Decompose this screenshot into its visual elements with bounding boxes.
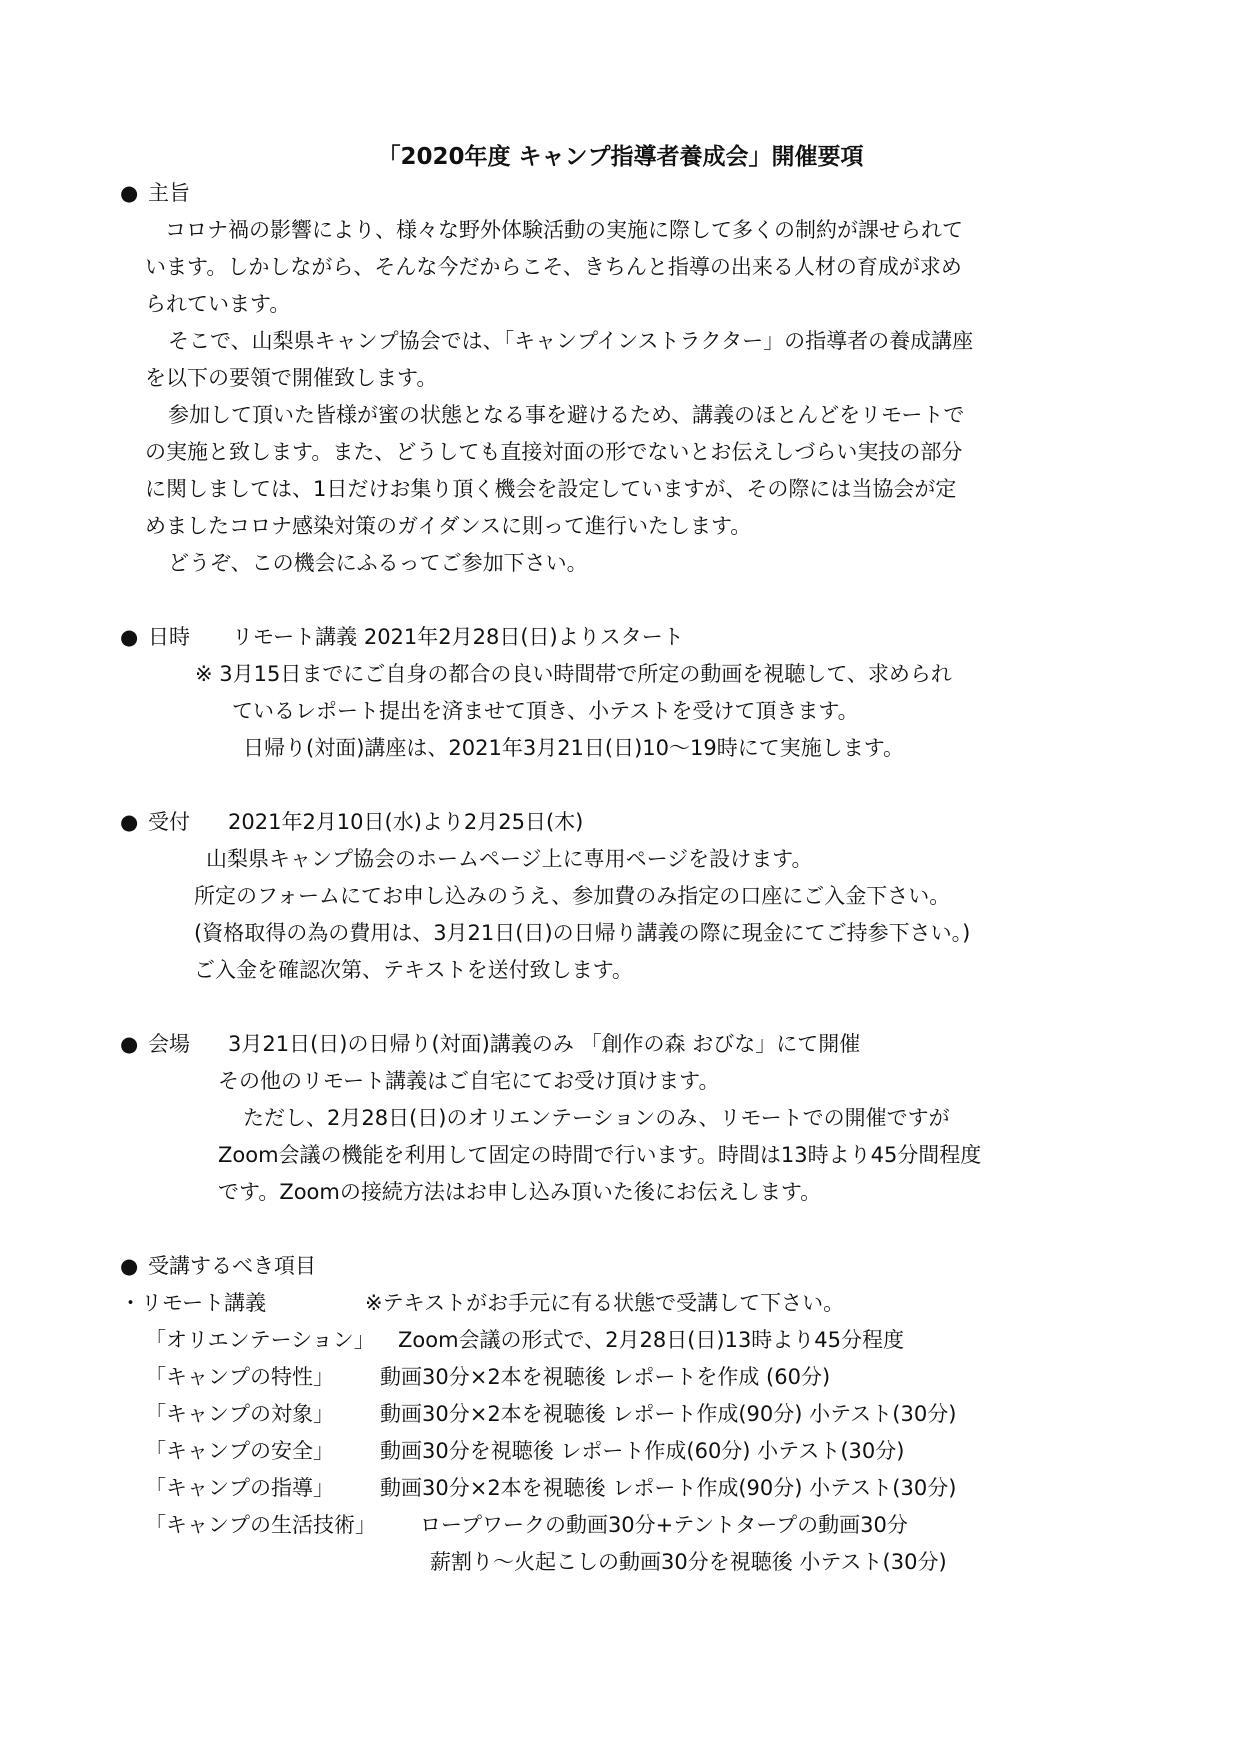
purpose-line: に関しましては、1日だけお集り頂く機会を設定していますが、その際には当協会が定 <box>145 477 957 501</box>
purpose-line: られています。 <box>145 292 291 316</box>
purpose-line: を以下の要領で開催致します。 <box>145 366 438 390</box>
venue-line: Zoom会議の機能を利用して固定の時間で行います。時間は13時より45分間程度 <box>218 1143 982 1167</box>
course-item-detail: 動画30分×2本を視聴後 レポート作成(90分) 小テスト(30分) <box>380 1476 957 1500</box>
reception-line: 山梨県キャンプ協会のホームページ上に専用ページを設けます。 <box>206 847 813 871</box>
section-purpose-heading: ● 主旨 <box>120 175 190 212</box>
course-item-detail-continued: 薪割り〜火起こしの動画30分を視聴後 小テスト(30分) <box>430 1550 947 1574</box>
purpose-line: めましたコロナ感染対策のガイダンスに則って進行いたします。 <box>145 514 752 538</box>
document-title: 「2020年度 キャンプ指導者養成会」開催要項 <box>377 144 864 170</box>
course-item-detail: 動画30分×2本を視聴後 レポート作成(90分) 小テスト(30分) <box>380 1402 957 1426</box>
purpose-line: 参加して頂いた皆様が蜜の状態となる事を避けるため、講義のほとんどをリモートで <box>168 403 965 427</box>
section-venue-heading: ● 会場 <box>120 1026 190 1063</box>
reception-line: 所定のフォームにてお申し込みのうえ、参加費のみ指定の口座にご入金下さい。 <box>194 884 951 908</box>
venue-line: その他のリモート講義はご自宅にてお受け頂けます。 <box>218 1069 720 1093</box>
course-item-detail: ロープワークの動画30分+テントタープの動画30分 <box>420 1513 908 1537</box>
course-item-detail: 動画30分を視聴後 レポート作成(60分) 小テスト(30分) <box>380 1439 905 1463</box>
purpose-line: の実施と致します。また、どうしても直接対面の形でないとお伝えしづらい実技の部分 <box>145 440 963 464</box>
course-item-name: 「キャンプの生活技術」 <box>145 1513 376 1537</box>
course-item-detail: Zoom会議の形式で、2月28日(日)13時より45分程度 <box>398 1328 905 1352</box>
datetime-note-line: ※ 3月15日までにご自身の都合の良い時間帯で所定の動画を視聴して、求められ <box>195 662 952 686</box>
venue-value: 3月21日(日)の日帰り(対面)講義のみ 「創作の森 おびな」にて開催 <box>228 1032 861 1056</box>
purpose-line: どうぞ、この機会にふるってご参加下さい。 <box>168 551 588 575</box>
section-datetime-heading: ● 日時 <box>120 619 190 656</box>
course-item-detail: 動画30分×2本を視聴後 レポートを作成 (60分) <box>380 1365 831 1389</box>
bullet-icon: ● <box>120 810 139 834</box>
bullet-icon: ● <box>120 1032 139 1056</box>
remote-lecture-note: ※テキストがお手元に有る状態で受講して下さい。 <box>365 1291 845 1315</box>
section-courses-heading: ● 受講するべき項目 <box>120 1248 316 1285</box>
course-item-name: 「キャンプの指導」 <box>145 1476 334 1500</box>
venue-line: です。Zoomの接続方法はお申し込み頂いた後にお伝えします。 <box>218 1180 822 1204</box>
course-item-name: 「キャンプの対象」 <box>145 1402 334 1426</box>
reception-line: ご入金を確認次第、テキストを送付致します。 <box>194 958 633 982</box>
datetime-value: リモート講義 2021年2月28日(日)よりスタート <box>232 625 684 649</box>
course-item-name: 「キャンプの安全」 <box>145 1439 334 1463</box>
course-item-name: 「オリエンテーション」 <box>145 1328 375 1352</box>
reception-value: 2021年2月10日(水)より2月25日(木) <box>228 810 584 834</box>
bullet-icon: ● <box>120 1254 139 1278</box>
course-item-name: 「キャンプの特性」 <box>145 1365 334 1389</box>
purpose-line: そこで、山梨県キャンプ協会では、「キャンプインストラクター」の指導者の養成講座 <box>168 329 974 353</box>
venue-line: ただし、2月28日(日)のオリエンテーションのみ、リモートでの開催ですが <box>243 1106 950 1130</box>
datetime-note-line: 日帰り(対面)講座は、2021年3月21日(日)10〜19時にて実施します。 <box>243 736 905 760</box>
section-reception-heading: ● 受付 <box>120 804 190 841</box>
reception-line: (資格取得の為の費用は、3月21日(日)の日帰り講義の際に現金にてご持参下さい。) <box>194 921 971 945</box>
datetime-note-line: ているレポート提出を済ませて頂き、小テストを受けて頂きます。 <box>232 699 859 723</box>
bullet-icon: ● <box>120 181 139 205</box>
purpose-line: コロナ禍の影響により、様々な野外体験活動の実施に際して多くの制約が課せられて <box>165 218 963 242</box>
remote-lecture-label: ・リモート講義 <box>120 1291 267 1315</box>
bullet-icon: ● <box>120 625 139 649</box>
purpose-line: います。しかしながら、そんな今だからこそ、きちんと指導の出来る人材の育成が求め <box>145 255 962 279</box>
